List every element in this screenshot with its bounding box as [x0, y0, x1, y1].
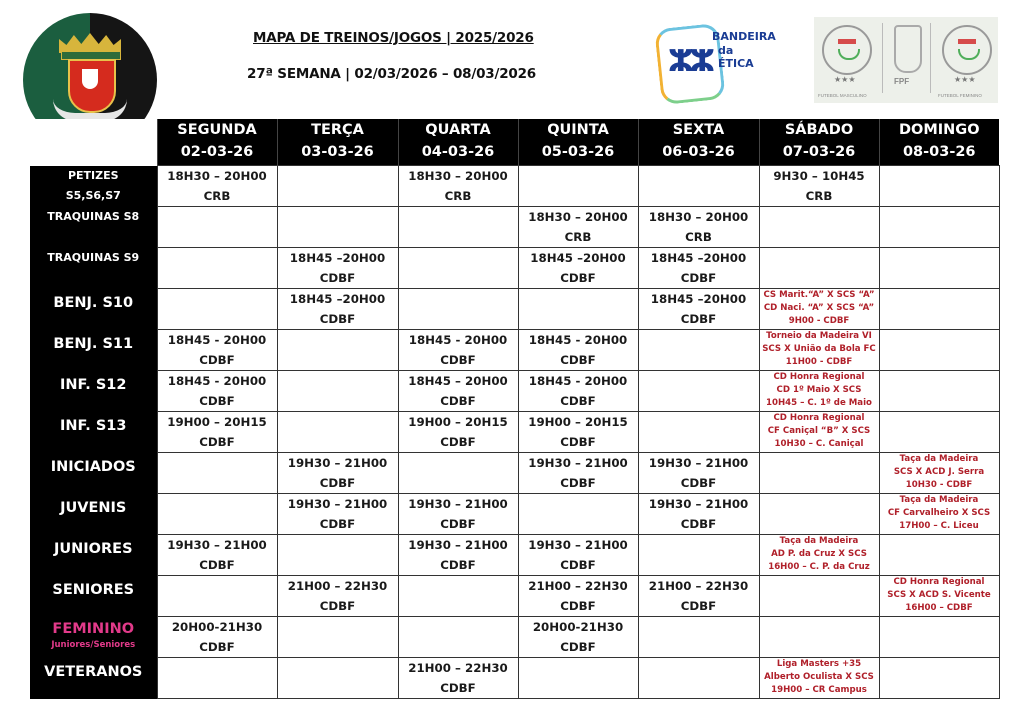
- category-name: BENJ. S11: [53, 335, 134, 352]
- training-venue: CDBF: [319, 271, 356, 285]
- training-cell: [157, 617, 277, 658]
- game-line: 17H00 – C. Liceu: [899, 521, 979, 531]
- training-time: 19H30 – 21H00: [528, 456, 628, 470]
- game-line: 9H00 - CDBF: [788, 316, 850, 326]
- training-cell: [759, 166, 879, 207]
- empty-cell: [277, 207, 398, 248]
- game-line: 10H45 – C. 1º de Maio: [766, 398, 872, 408]
- training-cell: [518, 371, 638, 412]
- training-time: 18H45 –20H00: [289, 251, 386, 265]
- training-cell: [398, 371, 518, 412]
- training-cell: [277, 248, 398, 289]
- training-time: 19H30 – 21H00: [287, 497, 388, 511]
- training-cell: [638, 207, 759, 248]
- training-cell: [638, 494, 759, 535]
- empty-cell: [277, 412, 398, 453]
- training-time: 18H45 –20H00: [289, 292, 386, 306]
- training-time: 9H30 – 10H45: [773, 169, 865, 183]
- category-name: INICIADOS: [50, 458, 136, 475]
- category-label: [30, 535, 157, 576]
- training-venue: CRB: [685, 230, 712, 244]
- game-cell: [759, 371, 879, 412]
- table-row: [30, 371, 999, 412]
- certification-seal-icon: [942, 25, 992, 75]
- training-time: 19H30 – 21H00: [167, 538, 267, 552]
- game-line: 19H00 – CR Campus: [771, 685, 867, 695]
- empty-cell: [518, 494, 638, 535]
- training-time: 18H45 - 20H00: [167, 374, 267, 388]
- game-line: 16H00 – CDBF: [905, 603, 973, 613]
- page-title: MAPA DE TREINOS/JOGOS | 2025/2026: [253, 30, 534, 46]
- empty-cell: [518, 289, 638, 330]
- category-label: [30, 330, 157, 371]
- empty-cell: [759, 576, 879, 617]
- training-venue: CDBF: [440, 435, 476, 449]
- day-date: 06-03-26: [662, 144, 735, 160]
- training-cell: [277, 289, 398, 330]
- day-header: [879, 119, 999, 166]
- training-cell: [518, 453, 638, 494]
- training-time: 21H00 – 22H30: [287, 579, 388, 593]
- game-line: SCS X União da Bola FC: [762, 344, 876, 354]
- empty-cell: [638, 658, 759, 699]
- game-cell: [759, 658, 879, 699]
- category-label: [30, 289, 157, 330]
- day-name: DOMINGO: [898, 122, 980, 138]
- empty-cell: [879, 412, 999, 453]
- empty-cell: [759, 494, 879, 535]
- training-time: 19H30 – 21H00: [287, 456, 388, 470]
- category-subname: S5,S6,S7: [65, 188, 121, 202]
- category-name: TRAQUINAS S9: [47, 250, 140, 264]
- fpf-crest-icon: [894, 25, 922, 73]
- category-label: [30, 412, 157, 453]
- category-label: [30, 658, 157, 699]
- game-cell: [879, 576, 999, 617]
- empty-cell: [157, 289, 277, 330]
- game-line: 10H30 - CDBF: [905, 480, 973, 490]
- empty-cell: [157, 576, 277, 617]
- training-venue: CDBF: [319, 599, 356, 613]
- certification-seal-icon: [822, 25, 872, 75]
- game-line: CD Honra Regional: [893, 577, 985, 587]
- players-figure-icon: ⵣⵣ: [668, 44, 712, 79]
- category-label: [30, 453, 157, 494]
- game-line: CD 1º Maio X SCS: [776, 385, 862, 395]
- day-name: QUINTA: [547, 122, 609, 138]
- category-label: [30, 166, 157, 207]
- training-venue: CDBF: [440, 517, 476, 531]
- table-row: [30, 412, 999, 453]
- training-time: 19H00 – 20H15: [528, 415, 628, 429]
- stars-right: ★★★: [954, 75, 976, 84]
- category-label: [30, 371, 157, 412]
- training-time: 20H00-21H30: [171, 620, 263, 634]
- training-time: 18H45 – 20H00: [408, 374, 508, 388]
- empty-cell: [518, 166, 638, 207]
- category-name: JUNIORES: [53, 540, 133, 557]
- fpf-label: FPF: [894, 77, 910, 86]
- training-cell: [638, 289, 759, 330]
- game-line: CD Honra Regional: [773, 413, 865, 423]
- category-label: [30, 248, 157, 289]
- game-line: CF Carvalheiro X SCS: [887, 508, 991, 518]
- empty-cell: [759, 248, 879, 289]
- training-venue: CDBF: [199, 558, 235, 572]
- category-name: FEMININO: [52, 620, 135, 637]
- empty-cell: [398, 453, 518, 494]
- game-line: CD Naci. “A” X SCS “A”: [763, 303, 875, 313]
- training-time: 19H30 – 21H00: [408, 497, 508, 511]
- day-header: [518, 119, 638, 166]
- empty-cell: [277, 371, 398, 412]
- day-name: SEGUNDA: [177, 122, 257, 138]
- day-header: [277, 119, 398, 166]
- game-line: Liga Masters +35: [776, 659, 862, 669]
- training-venue: CDBF: [560, 353, 596, 367]
- category-label: [30, 576, 157, 617]
- training-cell: [398, 330, 518, 371]
- day-header: [638, 119, 759, 166]
- day-name: TERÇA: [311, 122, 364, 138]
- game-line: 16H00 – C. P. da Cruz: [768, 562, 870, 572]
- empty-cell: [638, 535, 759, 576]
- day-date: 04-03-26: [421, 144, 495, 160]
- category-name: INF. S12: [60, 376, 127, 393]
- day-header-row: [30, 119, 999, 166]
- day-date: 03-03-26: [301, 144, 374, 160]
- day-name: SEXTA: [672, 122, 725, 138]
- category-name: INF. S13: [60, 417, 127, 434]
- empty-cell: [518, 658, 638, 699]
- empty-cell: [879, 289, 999, 330]
- empty-cell: [398, 617, 518, 658]
- training-cell: [277, 576, 398, 617]
- empty-cell: [759, 207, 879, 248]
- training-cell: [157, 330, 277, 371]
- empty-cell: [638, 617, 759, 658]
- table-row: [30, 289, 999, 330]
- training-venue: CDBF: [199, 353, 235, 367]
- stars-left: ★★★: [834, 75, 856, 84]
- fpf-certification-logo: [814, 17, 998, 103]
- day-name: QUARTA: [425, 122, 491, 138]
- table-row: [30, 330, 999, 371]
- training-venue: CDBF: [199, 640, 235, 654]
- training-time: 18H30 – 20H00: [408, 169, 508, 183]
- corner-cell: [30, 119, 157, 166]
- training-time: 20H00-21H30: [532, 620, 624, 634]
- game-line: AD P. da Cruz X SCS: [771, 549, 867, 559]
- empty-cell: [879, 248, 999, 289]
- training-time: 18H30 – 20H00: [648, 210, 749, 224]
- training-venue: CRB: [444, 189, 472, 203]
- empty-cell: [277, 330, 398, 371]
- ribbon-icon: [53, 99, 127, 121]
- day-date: 05-03-26: [541, 144, 615, 160]
- training-time: 19H00 – 20H15: [167, 415, 267, 429]
- training-time: 19H30 – 21H00: [408, 538, 508, 552]
- empty-cell: [759, 617, 879, 658]
- day-date: 02-03-26: [180, 144, 254, 160]
- empty-cell: [759, 453, 879, 494]
- game-cell: [879, 494, 999, 535]
- empty-cell: [398, 248, 518, 289]
- training-cell: [398, 412, 518, 453]
- empty-cell: [398, 576, 518, 617]
- bandeira-etica-logo: [656, 22, 776, 100]
- training-cell: [398, 535, 518, 576]
- training-cell: [157, 371, 277, 412]
- empty-cell: [638, 371, 759, 412]
- table-row: [30, 166, 999, 207]
- training-venue: CDBF: [440, 394, 476, 408]
- training-cell: [157, 535, 277, 576]
- training-venue: CDBF: [560, 435, 596, 449]
- training-time: 21H00 – 22H30: [528, 579, 628, 593]
- etica-line2: da ÉTICA: [718, 44, 754, 70]
- game-cell: [759, 412, 879, 453]
- empty-cell: [157, 453, 277, 494]
- training-venue: CDBF: [319, 312, 356, 326]
- category-name: VETERANOS: [44, 663, 143, 680]
- training-cell: [157, 412, 277, 453]
- empty-cell: [157, 207, 277, 248]
- training-time: 18H45 - 20H00: [528, 333, 628, 347]
- category-name: PETIZES: [67, 168, 119, 182]
- training-time: 18H45 - 20H00: [528, 374, 628, 388]
- table-row: [30, 207, 999, 248]
- empty-cell: [638, 330, 759, 371]
- day-header: [759, 119, 879, 166]
- training-cell: [518, 248, 638, 289]
- training-time: 18H30 – 20H00: [167, 169, 267, 183]
- empty-cell: [157, 248, 277, 289]
- training-venue: CDBF: [680, 271, 717, 285]
- training-venue: CRB: [805, 189, 833, 203]
- empty-cell: [879, 617, 999, 658]
- schedule-table: [30, 119, 1000, 699]
- game-line: 11H00 - CDBF: [785, 357, 853, 367]
- training-cell: [518, 207, 638, 248]
- empty-cell: [398, 289, 518, 330]
- quinas-shield-icon: [82, 69, 98, 89]
- game-line: Torneio da Madeira VI: [766, 331, 872, 341]
- category-subname: Juniores/Seniores: [51, 639, 136, 650]
- training-cell: [277, 453, 398, 494]
- training-time: 18H45 –20H00: [530, 251, 626, 265]
- empty-cell: [879, 330, 999, 371]
- game-line: Taça da Madeira: [779, 536, 859, 546]
- training-time: 18H30 – 20H00: [528, 210, 628, 224]
- training-venue: CDBF: [680, 517, 717, 531]
- training-cell: [518, 617, 638, 658]
- game-line: SCS X ACD J. Serra: [893, 467, 985, 477]
- empty-cell: [157, 494, 277, 535]
- training-cell: [518, 535, 638, 576]
- game-cell: [759, 289, 879, 330]
- training-venue: CDBF: [440, 681, 476, 695]
- training-venue: CDBF: [560, 394, 596, 408]
- training-cell: [638, 248, 759, 289]
- category-name: BENJ. S10: [53, 294, 134, 311]
- game-cell: [759, 535, 879, 576]
- training-cell: [518, 412, 638, 453]
- training-venue: CRB: [203, 189, 231, 203]
- caption-masculino: FUTEBOL MASCULINO: [818, 93, 867, 98]
- training-time: 21H00 – 22H30: [408, 661, 508, 675]
- training-time: 18H45 –20H00: [650, 292, 747, 306]
- table-row: [30, 658, 999, 699]
- empty-cell: [277, 535, 398, 576]
- category-label: [30, 207, 157, 248]
- training-venue: CDBF: [440, 558, 476, 572]
- week-subtitle: 27ª SEMANA | 02/03/2026 – 08/03/2026: [247, 66, 536, 82]
- game-line: Alberto Oculista X SCS: [764, 672, 874, 682]
- training-venue: CDBF: [319, 476, 356, 490]
- empty-cell: [638, 166, 759, 207]
- training-venue: CDBF: [680, 476, 717, 490]
- day-header: [398, 119, 518, 166]
- day-header: [157, 119, 277, 166]
- training-time: 19H00 – 20H15: [408, 415, 508, 429]
- training-venue: CDBF: [560, 640, 596, 654]
- training-time: 18H45 - 20H00: [167, 333, 267, 347]
- game-line: CF Caniçal “B” X SCS: [767, 426, 871, 436]
- game-line: Taça da Madeira: [899, 454, 979, 464]
- empty-cell: [157, 658, 277, 699]
- table-row: [30, 576, 999, 617]
- training-cell: [638, 453, 759, 494]
- training-cell: [518, 330, 638, 371]
- empty-cell: [398, 207, 518, 248]
- training-venue: CDBF: [560, 271, 596, 285]
- divider: [882, 23, 883, 93]
- training-cell: [398, 658, 518, 699]
- etica-line1: BANDEIRA: [712, 30, 776, 43]
- category-label: [30, 617, 157, 658]
- table-row: [30, 453, 999, 494]
- empty-cell: [277, 617, 398, 658]
- category-name: JUVENIS: [60, 499, 127, 516]
- training-time: 19H30 – 21H00: [528, 538, 628, 552]
- table-row: [30, 248, 999, 289]
- divider: [930, 23, 931, 93]
- training-venue: CDBF: [199, 394, 235, 408]
- game-line: CD Honra Regional: [773, 372, 865, 382]
- training-venue: CDBF: [319, 517, 356, 531]
- training-cell: [638, 576, 759, 617]
- empty-cell: [277, 658, 398, 699]
- training-cell: [398, 166, 518, 207]
- training-cell: [157, 166, 277, 207]
- table-row: [30, 494, 999, 535]
- game-line: CS Marit.“A” X SCS “A”: [763, 290, 875, 300]
- empty-cell: [277, 166, 398, 207]
- empty-cell: [879, 535, 999, 576]
- empty-cell: [638, 412, 759, 453]
- training-time: 19H30 – 21H00: [648, 497, 749, 511]
- training-time: 18H45 - 20H00: [408, 333, 508, 347]
- empty-cell: [879, 658, 999, 699]
- training-cell: [518, 576, 638, 617]
- training-time: 18H45 –20H00: [650, 251, 747, 265]
- training-venue: CDBF: [199, 435, 235, 449]
- day-name: SÁBADO: [784, 122, 854, 138]
- day-date: 07-03-26: [782, 144, 856, 160]
- day-date: 08-03-26: [902, 144, 976, 160]
- game-cell: [879, 453, 999, 494]
- training-venue: CDBF: [440, 353, 476, 367]
- table-row: [30, 535, 999, 576]
- training-time: 19H30 – 21H00: [648, 456, 749, 470]
- caption-feminino: FUTEBOL FEMININO: [938, 93, 982, 98]
- training-venue: CRB: [564, 230, 592, 244]
- game-line: Taça da Madeira: [899, 495, 979, 505]
- game-cell: [759, 330, 879, 371]
- training-cell: [277, 494, 398, 535]
- category-label: [30, 494, 157, 535]
- training-venue: CDBF: [680, 312, 717, 326]
- training-venue: CDBF: [560, 599, 596, 613]
- training-venue: CDBF: [560, 558, 596, 572]
- training-venue: CDBF: [560, 476, 596, 490]
- training-venue: CDBF: [680, 599, 717, 613]
- empty-cell: [879, 207, 999, 248]
- game-line: SCS X ACD S. Vicente: [887, 590, 991, 600]
- training-time: 21H00 – 22H30: [648, 579, 749, 593]
- table-row: [30, 617, 999, 658]
- category-name: SENIORES: [52, 581, 135, 598]
- training-cell: [398, 494, 518, 535]
- empty-cell: [879, 166, 999, 207]
- game-line: 10H30 – C. Caniçal: [774, 439, 864, 449]
- category-name: TRAQUINAS S8: [47, 209, 140, 223]
- schedule-body: [30, 166, 999, 699]
- empty-cell: [879, 371, 999, 412]
